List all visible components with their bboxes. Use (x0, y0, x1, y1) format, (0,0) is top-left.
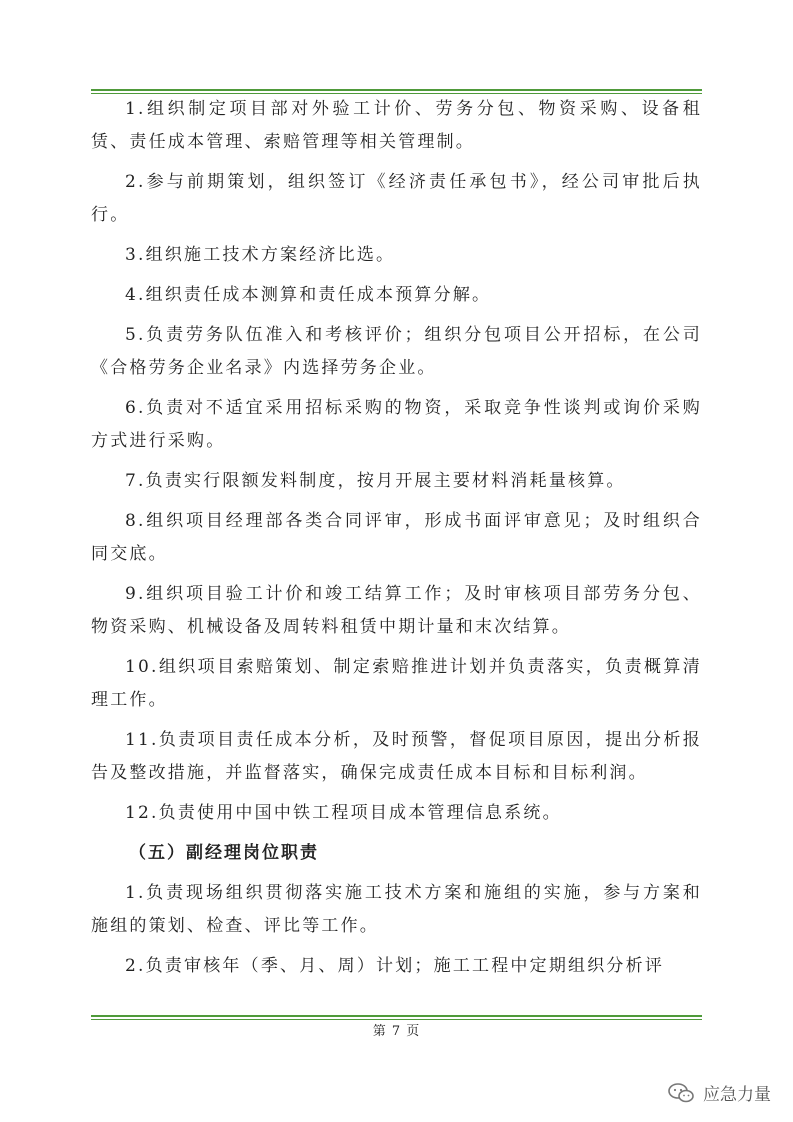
paragraph-5: 5.负责劳务队伍准入和考核评价；组织分包项目公开招标，在公司《合格劳务企业名录》内选择劳务企业。 (91, 325, 702, 378)
section-paragraph-2: 2.负责审核年（季、月、周）计划；施工工程中定期组织分析评 (125, 956, 665, 976)
section-paragraph-1: 1.负责现场组织贯彻落实施工技术方案和施组的实施，参与方案和施组的策划、检查、评比等工作。 (91, 883, 702, 936)
watermark-text: 应急力量 (703, 1085, 771, 1105)
paragraph-1: 1.组织制定项目部对外验工计价、劳务分包、物资采购、设备租赁、责任成本管理、索赔管理等相关管理制。 (91, 99, 702, 152)
paragraph-6: 6.负责对不适宜采用招标采购的物资，采取竞争性谈判或询价采购方式进行采购。 (91, 398, 702, 451)
wechat-icon (667, 1082, 695, 1104)
paragraph-2: 2.参与前期策划，组织签订《经济责任承包书》，经公司审批后执行。 (91, 172, 702, 225)
paragraph-4: 4.组织责任成本测算和责任成本预算分解。 (125, 285, 492, 305)
paragraph-9: 9.组织项目验工计价和竣工结算工作；及时审核项目部劳务分包、物资采购、机械设备及周转料租赁中期计量和末次结算。 (91, 584, 702, 637)
section-heading: （五）副经理岗位职责 (129, 843, 319, 863)
page-number: 第 7 页 (372, 1024, 421, 1039)
paragraph-3: 3.组织施工技术方案经济比选。 (125, 245, 396, 265)
watermark (667, 1080, 771, 1105)
header-rule-thick (91, 89, 702, 91)
document-body (91, 93, 702, 990)
paragraph-11: 11.负责项目责任成本分析，及时预警，督促项目原因，提出分析报告及整改措施，并监督落实，确保完成责任成本目标和目标利润。 (91, 730, 702, 783)
paragraph-8: 8.组织项目经理部各类合同评审，形成书面评审意见；及时组织合同交底。 (91, 511, 702, 564)
paragraph-12: 12.负责使用中国中铁工程项目成本管理信息系统。 (125, 803, 562, 823)
paragraph-7: 7.负责实行限额发料制度，按月开展主要材料消耗量核算。 (125, 471, 626, 491)
footer-rule-thick (91, 1015, 702, 1017)
paragraph-10: 10.组织项目索赔策划、制定索赔推进计划并负责落实，负责概算清理工作。 (91, 657, 702, 710)
